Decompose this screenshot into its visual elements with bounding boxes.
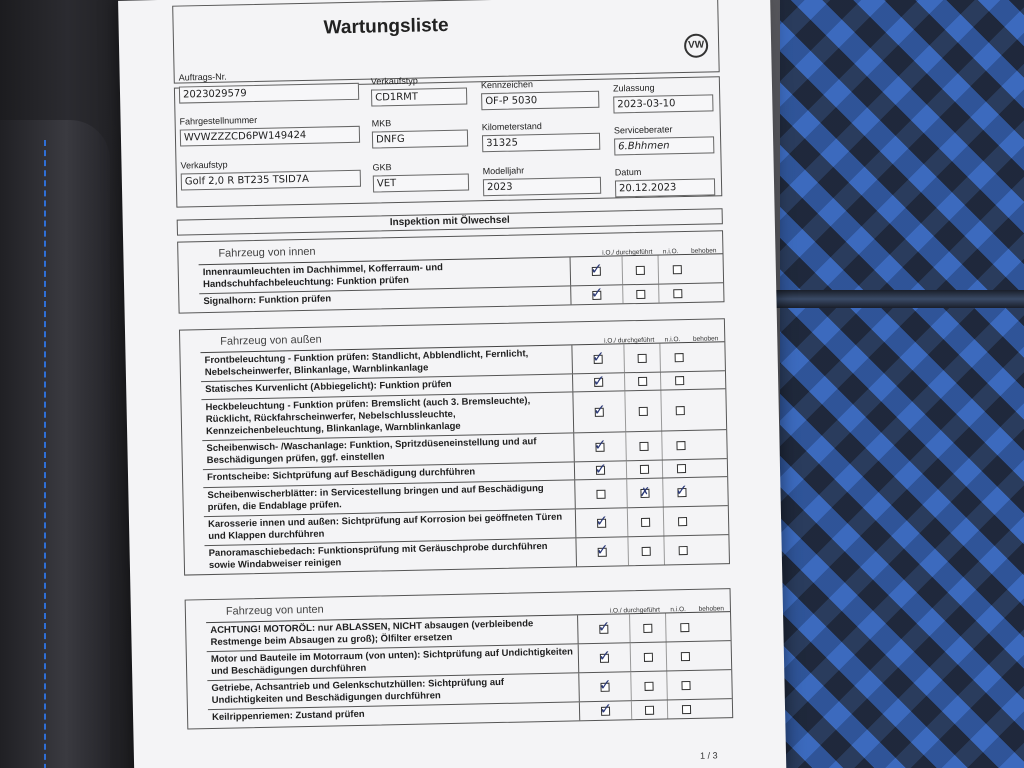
checklist-item-text: Innenraumleuchten im Dachhimmel, Kofferraum- und Handschuhfachbeleuchtung: Funktion prüfen [199, 257, 572, 293]
checkbox-cell-nio [623, 285, 659, 304]
checkbox-behoben[interactable] [676, 464, 685, 473]
field-verkaufstyp-code: Verkaufstyp CD1RMT [371, 75, 468, 107]
checkbox-nio[interactable] [644, 652, 653, 661]
checkbox-behoben[interactable] [675, 406, 684, 415]
section-title: Fahrzeug von innen [218, 245, 316, 260]
column-header-nio: n.i.O. [670, 606, 687, 614]
checkbox-cell-nio [623, 256, 660, 285]
checkbox-cell-behoben [664, 507, 701, 536]
field-mkb: MKB DNFG [372, 117, 469, 149]
checkbox-cell-behoben [664, 536, 701, 565]
column-header-behoben: behoben [692, 335, 719, 343]
checkbox-behoben[interactable] [675, 376, 684, 385]
checkbox-cell-ok [575, 479, 628, 508]
checkbox-nio[interactable] [636, 289, 645, 298]
checkbox-nio[interactable] [642, 546, 651, 555]
check-mark-icon: ✓ [595, 540, 609, 559]
checkbox-nio[interactable] [638, 353, 647, 362]
checkbox-cell-nio [625, 391, 662, 432]
field-auftragsnr-value-wrap [179, 83, 359, 104]
checkbox-cell-ok [575, 461, 627, 479]
checkbox-cell-behoben [659, 284, 695, 303]
checkbox-cell-ok [572, 344, 625, 373]
checkbox-behoben[interactable] [681, 681, 690, 690]
checkbox-nio[interactable] [640, 465, 649, 474]
checkbox-cell-ok [574, 432, 627, 461]
checkbox-cell-nio [631, 671, 668, 700]
check-mark-icon: ✓ [598, 646, 612, 665]
checklist-item-text: Frontscheibe: Sichtprüfung auf Beschädigung durchführen [203, 462, 575, 487]
checklist-item-text: Frontbeleuchtung - Funktion prüfen: Standlicht, Abblendlicht, Fernlicht, Nebelscheinwerfer, Blinkanlage, Warnblinkanlage [200, 345, 573, 381]
checkbox-cell-ok [571, 256, 624, 285]
cross-mark-icon: ✗ [639, 484, 651, 500]
checkbox-cell-behoben [661, 372, 697, 390]
checkbox-behoben[interactable] [681, 704, 690, 713]
field-verkaufstyp: Verkaufstyp Golf 2,0 R BT235 TSID7A [180, 157, 361, 191]
seat-stitching [44, 140, 48, 768]
car-seat-right [750, 0, 1024, 768]
check-mark-icon: ✓ [593, 400, 607, 419]
checklist-item-text: Motor und Bauteile im Motorraum (von unten): Sichtprüfung auf Undichtigkeiten und Beschädigungen durchführen [207, 644, 580, 680]
checkbox-cell-behoben [667, 642, 704, 671]
check-mark-icon: ✓ [598, 675, 612, 694]
checkbox-cell-ok [579, 672, 632, 701]
checkbox-cell-nio [625, 373, 661, 391]
checkbox-behoben[interactable] [674, 353, 683, 362]
checkbox-cell-nio [627, 461, 663, 479]
checklist-item-text: ACHTUNG! MOTORÖL: nur ABLASSEN, NICHT absaugen (verbleibende Restmenge beim Absaugen zu groß); Ölfilter ersetzen [206, 615, 579, 651]
checkbox-cell-behoben [663, 478, 700, 507]
checkbox-cell-nio [624, 344, 661, 373]
checklist-section [179, 318, 730, 575]
checklist-item-text: Heckbeleuchtung - Funktion prüfen: Bremslicht (auch 3. Bremsleuchte), Rücklicht, Rückfahrscheinwerfer, Nebelschlussleuchte, Kennzeichenbeleuchtung, Blinkanlage, Warnblinkanlage [201, 392, 574, 440]
field-fahrgestellnummer: Fahrgestellnummer WVWZZZCD6PW149424 [180, 113, 361, 147]
checkbox-behoben[interactable] [680, 652, 689, 661]
check-mark-icon: ✓ [675, 481, 689, 500]
section-rows [200, 341, 729, 574]
checkbox-nio[interactable] [643, 623, 652, 632]
checkbox-cell-behoben [661, 390, 698, 431]
checkbox-behoben[interactable] [672, 265, 681, 274]
checkbox-nio[interactable] [639, 441, 648, 450]
field-kennzeichen: Kennzeichen OF-P 5030 [481, 78, 600, 110]
column-header-behoben: behoben [691, 247, 717, 255]
checkbox-cell-ok [580, 701, 632, 720]
field-serviceberater: Serviceberater 6.Bhhmen [614, 123, 715, 155]
checkbox-cell-ok [576, 537, 629, 566]
serviceberater-signature: 6.Bhhmen [614, 136, 714, 155]
checkbox-cell-nio [632, 700, 668, 719]
checkbox-nio[interactable] [645, 705, 654, 714]
auftragsnr-value: 2023029579 [179, 83, 359, 104]
checkbox-behoben[interactable] [678, 546, 687, 555]
document-title: Wartungsliste [323, 14, 449, 39]
page-number: 1 / 3 [699, 750, 718, 761]
checkbox-cell-ok [578, 614, 631, 643]
checkbox-cell-nio [627, 479, 664, 508]
seat-bolster [0, 120, 110, 768]
checkbox-cell-nio [630, 613, 667, 642]
check-mark-icon: ✓ [599, 699, 613, 718]
checklist-item-text: Panoramaschiebedach: Funktionsprüfung mit Geräuschprobe durchführen sowie Windabweiser reinigen [205, 538, 578, 574]
checkbox-cell-nio [626, 432, 663, 461]
field-zulassung: Zulassung 2023-03-10 [613, 81, 714, 113]
field-kilometerstand: Kilometerstand 31325 [482, 120, 601, 152]
checkbox-cell-behoben [662, 431, 699, 460]
checkbox-cell-behoben [663, 460, 699, 478]
checklist-section [185, 588, 734, 729]
field-datum: Datum 20.12.2023 [615, 165, 716, 197]
checkbox-cell-behoben [660, 343, 697, 372]
checkbox-nio[interactable] [641, 517, 650, 526]
checkbox-nio[interactable] [639, 406, 648, 415]
section-rows [206, 611, 732, 728]
header-box [172, 0, 720, 84]
checklist-item-text: Scheibenwisch- /Waschanlage: Funktion, Spritzdüseneinstellung und auf Beschädigungen prüfen, ggf. einstellen [202, 433, 575, 469]
checklist-item-text: Signalhorn: Funktion prüfen [199, 286, 571, 312]
checkbox-cell-ok [573, 373, 625, 391]
checklist-item-text: Karosserie innen und außen: Sichtprüfung auf Korrosion bei geöffneten Türen und Klappen durchführen [204, 509, 577, 545]
check-mark-icon: ✓ [591, 347, 605, 366]
check-mark-icon: ✓ [595, 511, 609, 530]
checkbox-cell-ok [576, 508, 629, 537]
checklist-item-text: Getriebe, Achsantrieb und Gelenkschutzhüllen: Sichtprüfung auf Undichtigkeiten und Beschädigungen durchführen [207, 673, 580, 709]
checkbox-cell-ok [571, 285, 623, 304]
field-auftragsnr: Auftrags-Nr. [178, 71, 227, 83]
column-header-ok: i.O./ durchgeführt [609, 606, 661, 615]
column-header-behoben: behoben [698, 605, 725, 613]
column-header-ok: i.O./ durchgeführt [603, 336, 655, 345]
checkbox-nio[interactable] [638, 377, 647, 386]
checkbox-cell-behoben [668, 700, 704, 719]
checklist-item-text: Scheibenwischerblätter: in Servicestellung bringen und auf Beschädigung prüfen, die Endablage prüfen. [203, 480, 576, 516]
column-header-ok: i.O./ durchgeführt [602, 248, 653, 257]
checkbox-nio[interactable] [636, 265, 645, 274]
checkbox-cell-behoben [659, 255, 696, 284]
checkbox-cell-nio [628, 537, 665, 566]
checkbox-behoben[interactable] [676, 441, 685, 450]
checkbox-ok[interactable] [596, 489, 605, 498]
check-mark-icon: ✓ [590, 259, 604, 278]
seat-seam [750, 290, 1024, 308]
checkbox-behoben[interactable] [680, 623, 689, 632]
vehicle-info-box [174, 71, 722, 207]
checkbox-cell-behoben [667, 671, 704, 700]
field-modelljahr: Modelljahr 2023 [483, 164, 602, 196]
column-header-nio: n.i.O. [664, 336, 681, 344]
check-mark-icon: ✓ [594, 459, 608, 478]
check-mark-icon: ✓ [593, 435, 607, 454]
maintenance-sheet [118, 0, 786, 768]
section-title: Fahrzeug von außen [220, 333, 322, 348]
checkbox-cell-ok [579, 643, 632, 672]
check-mark-icon: ✓ [597, 617, 611, 636]
checklist-section [177, 230, 724, 313]
check-mark-icon: ✓ [592, 371, 606, 390]
check-mark-icon: ✓ [590, 283, 604, 302]
field-gkb: GKB VET [373, 161, 470, 193]
checklist-item-text: Keilrippenriemen: Zustand prüfen [208, 702, 580, 728]
vw-logo-icon: VW [684, 33, 708, 57]
checkbox-behoben[interactable] [673, 289, 682, 298]
checkbox-nio[interactable] [644, 681, 653, 690]
section-title: Fahrzeug von unten [225, 603, 324, 618]
checkbox-cell-nio [631, 642, 668, 671]
checklist-item-text: Statisches Kurvenlicht (Abbiegelicht): Funktion prüfen [201, 374, 573, 399]
checkbox-cell-behoben [666, 613, 703, 642]
checkbox-cell-ok [573, 391, 626, 432]
checkbox-cell-nio [628, 508, 665, 537]
column-header-nio: n.i.O. [662, 248, 679, 256]
inspection-title: Inspektion mit Ölwechsel [177, 208, 723, 235]
checkbox-behoben[interactable] [677, 517, 686, 526]
